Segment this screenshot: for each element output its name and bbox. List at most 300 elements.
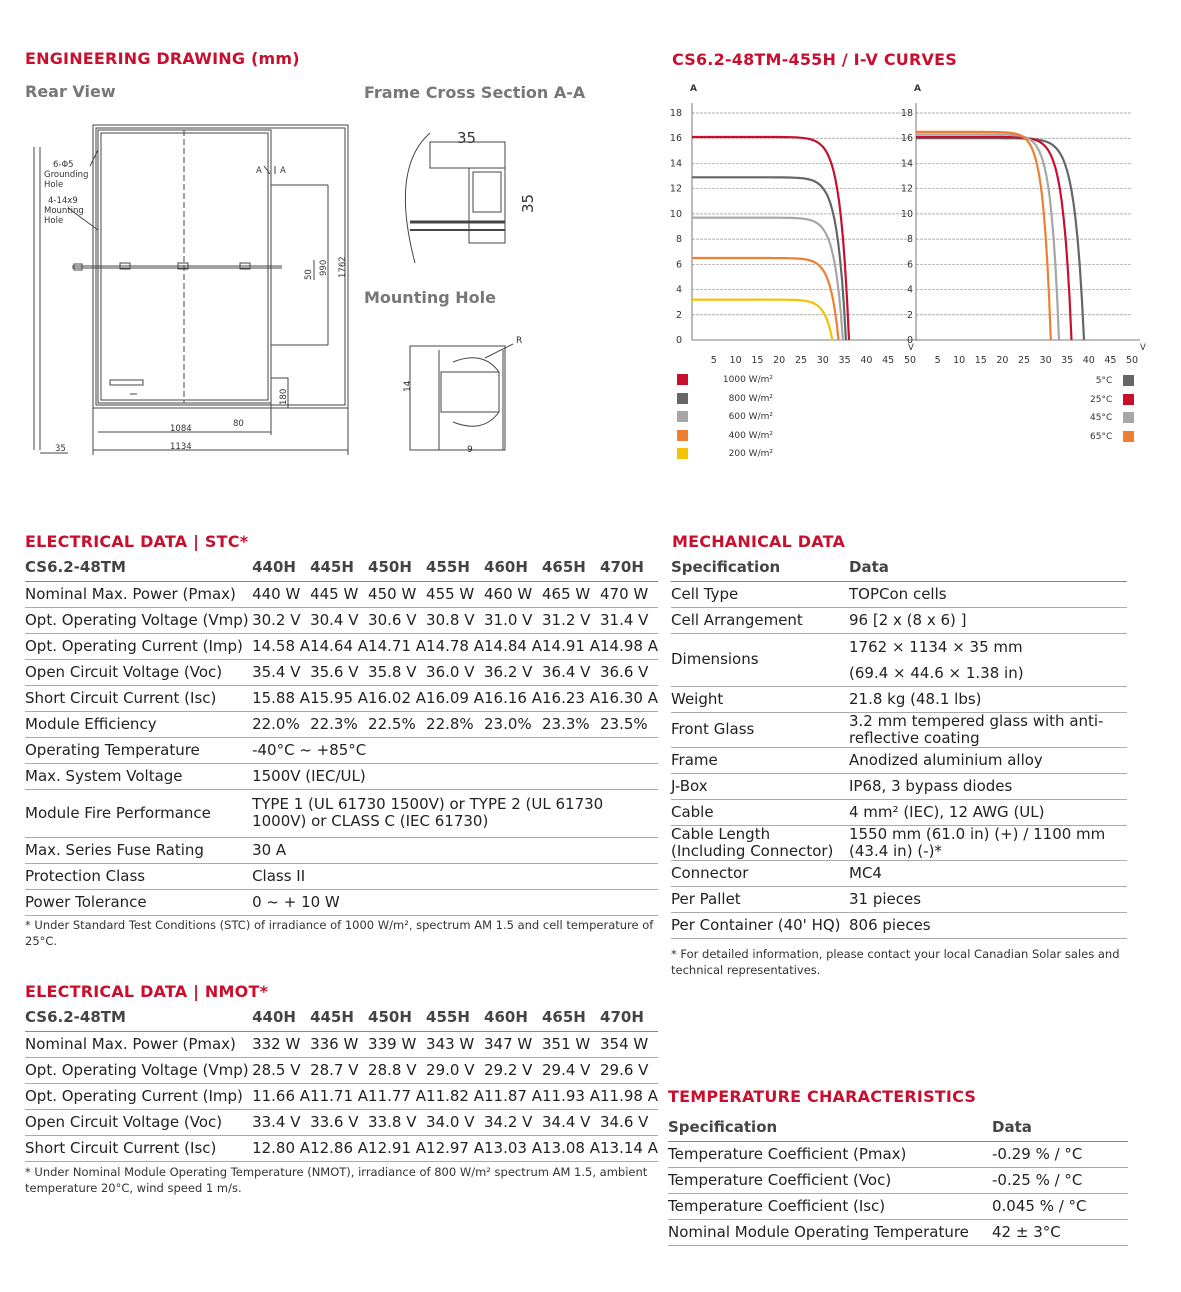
nmot-cell: 11.71 A <box>310 1086 369 1105</box>
dim-35-left: 35 <box>55 444 66 454</box>
dim-1762: 1762 <box>338 256 348 278</box>
stc-cell: 36.4 V <box>542 662 591 681</box>
y-tick-label: 14 <box>900 158 913 170</box>
temp-col-data: Data <box>992 1118 1032 1137</box>
x-axis-unit: V <box>1140 343 1146 353</box>
stc-cell: 23.0% <box>484 714 532 733</box>
x-tick-label: 30 <box>816 355 829 366</box>
stc-row-label: Operating Temperature <box>25 740 200 759</box>
stc-cell: 30.4 V <box>310 610 359 629</box>
mh-9: 9 <box>467 445 473 455</box>
stc-row <box>25 863 658 889</box>
stc-cell: 22.8% <box>426 714 474 733</box>
temp-row-value: -0.25 % / °C <box>992 1170 1083 1189</box>
temp-header-row <box>668 1115 1128 1141</box>
nmot-row-label: Opt. Operating Current (Imp) <box>25 1086 243 1105</box>
y-tick-label: 8 <box>906 234 913 246</box>
mech-row-label: Front Glass <box>671 720 755 738</box>
legend-swatch <box>677 374 688 385</box>
y-tick-label: 18 <box>900 108 913 119</box>
stc-row-label: Module Fire Performance <box>25 803 211 822</box>
nmot-row <box>25 1031 658 1057</box>
x-tick-label: 30 <box>1039 355 1052 366</box>
temp-row <box>668 1141 1128 1167</box>
mech-col-spec: Specification <box>671 558 781 577</box>
nmot-cell: 13.14 A <box>600 1138 658 1157</box>
stc-header-row <box>25 555 658 581</box>
stc-row <box>25 633 658 659</box>
nmot-cell: 33.8 V <box>368 1112 417 1131</box>
nmot-cell: 351 W <box>542 1034 591 1053</box>
mech-row-value: 1550 mm (61.0 in) (+) / 1100 mm (43.4 in) (-)* <box>849 824 1106 860</box>
y-tick-label: 4 <box>906 284 913 296</box>
mech-row-value: Anodized aluminium alloy <box>849 750 1043 769</box>
dim-50: 50 <box>304 269 314 280</box>
y-tick-label: 10 <box>669 208 682 220</box>
stc-cell: 14.64 A <box>310 636 369 655</box>
mech-row <box>671 747 1127 773</box>
nmot-cell: 12.97 A <box>426 1138 485 1157</box>
x-tick-label: 5 <box>710 355 717 366</box>
nmot-row <box>25 1083 658 1109</box>
mech-row <box>671 712 1127 747</box>
x-tick-label: 25 <box>794 355 808 366</box>
mech-col-data: Data <box>849 558 889 577</box>
mounting-hole-label-3: Hole <box>44 216 64 226</box>
x-tick-label: 50 <box>903 355 917 366</box>
stc-span-value: 30 A <box>252 840 287 859</box>
stc-cell: 14.91 A <box>542 636 600 655</box>
stc-row-label: Module Efficiency <box>25 714 157 733</box>
dim-1084: 1084 <box>170 424 192 434</box>
mech-row-label: Frame <box>671 750 718 769</box>
stc-cell: 30.2 V <box>252 610 301 629</box>
stc-cell: 23.3% <box>542 714 590 733</box>
temp-row-label: Temperature Coefficient (Voc) <box>668 1170 892 1189</box>
dim-80: 80 <box>233 419 244 429</box>
nmot-header-row <box>25 1005 658 1031</box>
legend-swatch <box>677 411 688 422</box>
nmot-row-label: Nominal Max. Power (Pmax) <box>25 1034 236 1053</box>
mech-row-label: Dimensions <box>671 650 759 668</box>
stc-cell: 22.5% <box>368 714 416 733</box>
legend-swatch <box>1123 394 1134 405</box>
stc-row <box>25 607 658 633</box>
stc-row <box>25 711 658 737</box>
stc-table <box>25 555 658 916</box>
nmot-col: 445H <box>310 1008 354 1027</box>
temp-row <box>668 1219 1128 1245</box>
nmot-cell: 332 W <box>252 1034 301 1053</box>
mech-row <box>671 825 1127 860</box>
iv-curve <box>692 218 843 340</box>
mech-row-label: Per Container (40' HQ) <box>671 915 841 934</box>
stc-col: 440H <box>252 558 296 577</box>
mech-row <box>671 686 1127 712</box>
mech-row <box>671 886 1127 912</box>
nmot-col: 465H <box>542 1008 586 1027</box>
stc-cell: 470 W <box>600 584 649 603</box>
nmot-col: 450H <box>368 1008 412 1027</box>
nmot-cell: 34.6 V <box>600 1112 649 1131</box>
nmot-cell: 34.2 V <box>484 1112 533 1131</box>
mech-row <box>671 773 1127 799</box>
y-axis-unit: A <box>914 84 921 94</box>
stc-cell: 450 W <box>368 584 417 603</box>
x-tick-label: 15 <box>751 355 764 366</box>
nmot-cell: 13.08 A <box>542 1138 600 1157</box>
temp-title: TEMPERATURE CHARACTERISTICS <box>668 1087 977 1106</box>
stc-cell: 36.6 V <box>600 662 649 681</box>
legend-swatch <box>677 448 688 459</box>
temp-row-value: 42 ± 3°C <box>992 1222 1061 1241</box>
y-tick-label: 10 <box>900 208 913 220</box>
mech-row-label: Cell Arrangement <box>671 610 803 629</box>
y-tick-label: 18 <box>669 108 682 119</box>
mech-row-value: 4 mm² (IEC), 12 AWG (UL) <box>849 802 1045 821</box>
nmot-row <box>25 1057 658 1083</box>
nmot-cell: 28.5 V <box>252 1060 301 1079</box>
legend-item-400: 400 W/m² <box>677 430 773 449</box>
stc-col: 450H <box>368 558 412 577</box>
nmot-cell: 34.0 V <box>426 1112 475 1131</box>
legend-swatch <box>1123 412 1134 423</box>
stc-model: CS6.2-48TM <box>25 558 126 577</box>
mech-row-value: IP68, 3 bypass diodes <box>849 776 1013 795</box>
nmot-cell: 33.6 V <box>310 1112 359 1131</box>
nmot-row-label: Short Circuit Current (Isc) <box>25 1138 217 1157</box>
y-tick-label: 6 <box>675 259 682 271</box>
stc-row-label: Open Circuit Voltage (Voc) <box>25 662 223 681</box>
iv-chart <box>665 78 1145 373</box>
stc-cell: 16.30 A <box>600 688 658 707</box>
stc-row-label: Max. Series Fuse Rating <box>25 840 204 859</box>
stc-span-value: 0 ~ + 10 W <box>252 892 340 911</box>
nmot-model: CS6.2-48TM <box>25 1008 126 1027</box>
nmot-col: 460H <box>484 1008 528 1027</box>
legend-swatch <box>677 393 688 404</box>
stc-cell: 16.16 A <box>484 688 542 707</box>
nmot-note: * Under Nominal Module Operating Temperature (NMOT), irradiance of 800 W/m² spectrum AM 1.5, ambient temperature 20°C, wind speed 1 m/s. <box>25 1165 648 1195</box>
stc-row-label: Short Circuit Current (Isc) <box>25 688 217 707</box>
grounding-hole-label-3: Hole <box>44 180 64 190</box>
stc-cell: 31.0 V <box>484 610 533 629</box>
stc-row-label: Opt. Operating Voltage (Vmp) <box>25 610 249 629</box>
nmot-cell: 28.8 V <box>368 1060 417 1079</box>
y-tick-label: 14 <box>669 158 682 170</box>
stc-cell: 31.2 V <box>542 610 591 629</box>
temp-row-value: -0.29 % / °C <box>992 1144 1083 1163</box>
stc-cell: 16.09 A <box>426 688 485 707</box>
stc-cell: 14.98 A <box>600 636 658 655</box>
stc-span-value: -40°C ~ +85°C <box>252 740 367 759</box>
iv-curve <box>692 300 832 340</box>
temp-row-label: Temperature Coefficient (Isc) <box>668 1196 886 1215</box>
temp-table <box>668 1115 1128 1246</box>
mounting-hole-label-1: 4-14x9 <box>48 196 78 206</box>
legend-item-1000: 1000 W/m² <box>677 374 773 393</box>
stc-span-value: Class II <box>252 866 306 885</box>
y-tick-label: 0 <box>675 335 682 346</box>
mech-row <box>671 912 1127 938</box>
x-axis-unit: V <box>908 343 914 353</box>
rear-view-drawing <box>20 110 360 460</box>
mech-table <box>671 555 1127 939</box>
nmot-cell: 336 W <box>310 1034 359 1053</box>
stc-cell: 465 W <box>542 584 591 603</box>
stc-col: 465H <box>542 558 586 577</box>
stc-cell: 35.4 V <box>252 662 301 681</box>
stc-cell: 14.71 A <box>368 636 427 655</box>
nmot-cell: 11.98 A <box>600 1086 658 1105</box>
y-tick-label: 12 <box>900 183 913 195</box>
x-tick-label: 10 <box>729 355 742 366</box>
mech-row-value: 3.2 mm tempered glass with anti-reflective coating <box>849 711 1104 747</box>
stc-cell: 35.8 V <box>368 662 417 681</box>
x-tick-label: 20 <box>996 355 1009 366</box>
frame-cross-title: Frame Cross Section A-A <box>364 83 586 102</box>
nmot-cell: 13.03 A <box>484 1138 542 1157</box>
mech-note: * For detailed information, please contact your local Canadian Solar sales and technical representatives. <box>671 947 1120 977</box>
stc-cell: 31.4 V <box>600 610 649 629</box>
stc-cell: 23.5% <box>600 714 648 733</box>
mech-value-line: 1762 × 1134 × 35 mm <box>849 637 1023 656</box>
nmot-cell: 12.80 A <box>252 1138 311 1157</box>
x-tick-label: 25 <box>1017 355 1031 366</box>
mech-row-value: MC4 <box>849 863 882 882</box>
y-tick-label: 12 <box>669 183 682 195</box>
nmot-cell: 12.91 A <box>368 1138 427 1157</box>
nmot-cell: 33.4 V <box>252 1112 301 1131</box>
stc-cell: 16.02 A <box>368 688 427 707</box>
y-tick-label: 16 <box>669 133 682 145</box>
cs-dim-35-top: 35 <box>457 129 477 147</box>
x-tick-label: 10 <box>953 355 966 366</box>
nmot-cell: 347 W <box>484 1034 533 1053</box>
nmot-col: 470H <box>600 1008 644 1027</box>
x-tick-label: 45 <box>882 355 895 366</box>
stc-span-value: 1500V (IEC/UL) <box>252 766 366 785</box>
mech-row-label: Connector <box>671 863 749 882</box>
x-tick-label: 15 <box>974 355 987 366</box>
y-tick-label: 0 <box>906 335 913 346</box>
nmot-row-label: Open Circuit Voltage (Voc) <box>25 1112 223 1131</box>
mech-row-value: 31 pieces <box>849 889 922 908</box>
stc-row <box>25 581 658 607</box>
nmot-cell: 29.0 V <box>426 1060 475 1079</box>
grounding-hole-label-1: 6-Φ5 <box>53 160 74 170</box>
legend-item-5c: 5°C <box>1090 375 1134 394</box>
dim-1134: 1134 <box>170 442 192 452</box>
nmot-cell: 11.93 A <box>542 1086 600 1105</box>
mech-value-line: (69.4 × 44.6 × 1.38 in) <box>849 663 1024 682</box>
dim-990: 990 <box>319 259 329 276</box>
stc-title: ELECTRICAL DATA | STC* <box>25 532 249 551</box>
iv-curve <box>916 137 1072 340</box>
mech-header-row <box>671 555 1127 581</box>
mech-row-label: Cable Length (Including Connector) <box>671 824 834 860</box>
stc-cell: 36.2 V <box>484 662 533 681</box>
nmot-cell: 11.82 A <box>426 1086 485 1105</box>
nmot-title: ELECTRICAL DATA | NMOT* <box>25 982 269 1001</box>
stc-cell: 30.8 V <box>426 610 475 629</box>
stc-row <box>25 659 658 685</box>
mech-row <box>671 581 1127 607</box>
legend-item-65c: 65°C <box>1090 431 1134 450</box>
y-tick-label: 2 <box>675 309 682 321</box>
x-tick-label: 35 <box>1061 355 1074 366</box>
stc-cell: 14.78 A <box>426 636 485 655</box>
mounting-hole-drawing <box>395 330 535 458</box>
nmot-row <box>25 1109 658 1135</box>
temp-col-spec: Specification <box>668 1118 778 1137</box>
nmot-cell: 29.2 V <box>484 1060 533 1079</box>
y-tick-label: 4 <box>675 284 682 296</box>
mech-row-label: Cable <box>671 802 714 821</box>
stc-cell: 16.23 A <box>542 688 600 707</box>
stc-cell: 22.0% <box>252 714 300 733</box>
stc-cell: 460 W <box>484 584 533 603</box>
stc-cell: 14.84 A <box>484 636 542 655</box>
x-tick-label: 5 <box>934 355 941 366</box>
y-axis-unit: A <box>690 84 697 94</box>
nmot-col: 455H <box>426 1008 470 1027</box>
stc-row-label: Protection Class <box>25 866 146 885</box>
y-tick-label: 8 <box>675 234 682 246</box>
nmot-cell: 339 W <box>368 1034 417 1053</box>
mounting-hole-title: Mounting Hole <box>364 288 496 307</box>
iv-title: CS6.2-48TM-455H / I-V CURVES <box>672 50 957 69</box>
nmot-cell: 12.86 A <box>310 1138 369 1157</box>
y-tick-label: 16 <box>900 133 913 145</box>
iv-legend-left <box>677 374 773 467</box>
temp-row-label: Nominal Module Operating Temperature <box>668 1222 969 1241</box>
legend-swatch <box>677 430 688 441</box>
stc-row-label: Power Tolerance <box>25 892 147 911</box>
legend-item-600: 600 W/m² <box>677 411 773 430</box>
stc-cell: 455 W <box>426 584 475 603</box>
nmot-cell: 11.87 A <box>484 1086 542 1105</box>
temp-row-label: Temperature Coefficient (Pmax) <box>668 1144 907 1163</box>
section-a-right: A <box>280 166 286 176</box>
nmot-cell: 343 W <box>426 1034 475 1053</box>
mech-row-label: Cell Type <box>671 584 739 603</box>
mech-row <box>671 607 1127 633</box>
nmot-cell: 11.77 A <box>368 1086 427 1105</box>
stc-row <box>25 789 658 837</box>
legend-item-200: 200 W/m² <box>677 448 773 467</box>
mech-row-label: Per Pallet <box>671 889 741 908</box>
legend-item-45c: 45°C <box>1090 412 1134 431</box>
nmot-row <box>25 1135 658 1161</box>
mech-row-value: TOPCon cells <box>849 584 947 603</box>
nmot-col: 440H <box>252 1008 296 1027</box>
stc-row-label: Opt. Operating Current (Imp) <box>25 636 243 655</box>
mech-row-value: 96 [2 x (8 x 6) ] <box>849 610 967 629</box>
grounding-hole-label-2: Grounding <box>44 170 89 180</box>
stc-row <box>25 837 658 863</box>
stc-cell: 36.0 V <box>426 662 475 681</box>
stc-col: 470H <box>600 558 644 577</box>
temp-row <box>668 1167 1128 1193</box>
y-tick-label: 2 <box>906 309 913 321</box>
stc-row <box>25 685 658 711</box>
stc-cell: 445 W <box>310 584 359 603</box>
legend-item-800: 800 W/m² <box>677 393 773 412</box>
x-tick-label: 40 <box>1082 355 1095 366</box>
x-tick-label: 20 <box>773 355 786 366</box>
mech-row <box>671 633 1127 686</box>
frame-cross-section-drawing <box>385 118 555 273</box>
engineering-title: ENGINEERING DRAWING (mm) <box>25 49 300 68</box>
mh-r: R <box>516 336 523 346</box>
stc-span-value: TYPE 1 (UL 61730 1500V) or TYPE 2 (UL 61730 1000V) or CLASS C (IEC 61730) <box>252 795 604 830</box>
mech-row <box>671 860 1127 886</box>
stc-cell: 15.88 A <box>252 688 311 707</box>
nmot-row-label: Opt. Operating Voltage (Vmp) <box>25 1060 249 1079</box>
x-tick-label: 45 <box>1104 355 1117 366</box>
stc-col: 455H <box>426 558 470 577</box>
mh-14: 14 <box>403 380 413 392</box>
mech-row-value: 806 pieces <box>849 915 931 934</box>
legend-swatch <box>1123 431 1134 442</box>
stc-row <box>25 737 658 763</box>
stc-row-label: Nominal Max. Power (Pmax) <box>25 584 236 603</box>
temp-row-value: 0.045 % / °C <box>992 1196 1087 1215</box>
stc-note: * Under Standard Test Conditions (STC) of irradiance of 1000 W/m², spectrum AM 1.5 and cell temperature of 25°C. <box>25 918 654 948</box>
stc-col: 460H <box>484 558 528 577</box>
stc-col: 445H <box>310 558 354 577</box>
nmot-cell: 11.66 A <box>252 1086 311 1105</box>
stc-cell: 440 W <box>252 584 301 603</box>
dim-180: 180 <box>279 388 289 405</box>
nmot-table <box>25 1005 658 1162</box>
legend-swatch <box>1123 375 1134 386</box>
iv-curve <box>692 137 849 340</box>
stc-cell: 15.95 A <box>310 688 369 707</box>
stc-cell: 30.6 V <box>368 610 417 629</box>
stc-row <box>25 763 658 789</box>
x-tick-label: 35 <box>838 355 851 366</box>
mech-row-label: J-Box <box>671 776 708 795</box>
nmot-cell: 28.7 V <box>310 1060 359 1079</box>
y-tick-label: 6 <box>906 259 913 271</box>
mech-row <box>671 799 1127 825</box>
stc-row-label: Max. System Voltage <box>25 766 183 785</box>
mech-row-value: 21.8 kg (48.1 lbs) <box>849 689 982 708</box>
stc-cell: 22.3% <box>310 714 358 733</box>
mech-title: MECHANICAL DATA <box>672 532 846 551</box>
nmot-cell: 29.6 V <box>600 1060 649 1079</box>
mounting-hole-label-2: Mounting <box>44 206 84 216</box>
rear-view-title: Rear View <box>25 82 116 101</box>
temp-row <box>668 1193 1128 1219</box>
mech-row-label: Weight <box>671 689 724 708</box>
stc-row <box>25 889 658 915</box>
mech-row-value <box>849 633 1127 686</box>
nmot-cell: 29.4 V <box>542 1060 591 1079</box>
stc-cell: 35.6 V <box>310 662 359 681</box>
cs-dim-35-side: 35 <box>519 193 537 213</box>
x-tick-label: 50 <box>1125 355 1139 366</box>
legend-item-25c: 25°C <box>1090 394 1134 413</box>
x-tick-label: 40 <box>860 355 873 366</box>
stc-cell: 14.58 A <box>252 636 311 655</box>
iv-legend-right <box>1090 375 1134 449</box>
section-a-left: A <box>256 166 262 176</box>
nmot-cell: 354 W <box>600 1034 649 1053</box>
nmot-cell: 34.4 V <box>542 1112 591 1131</box>
